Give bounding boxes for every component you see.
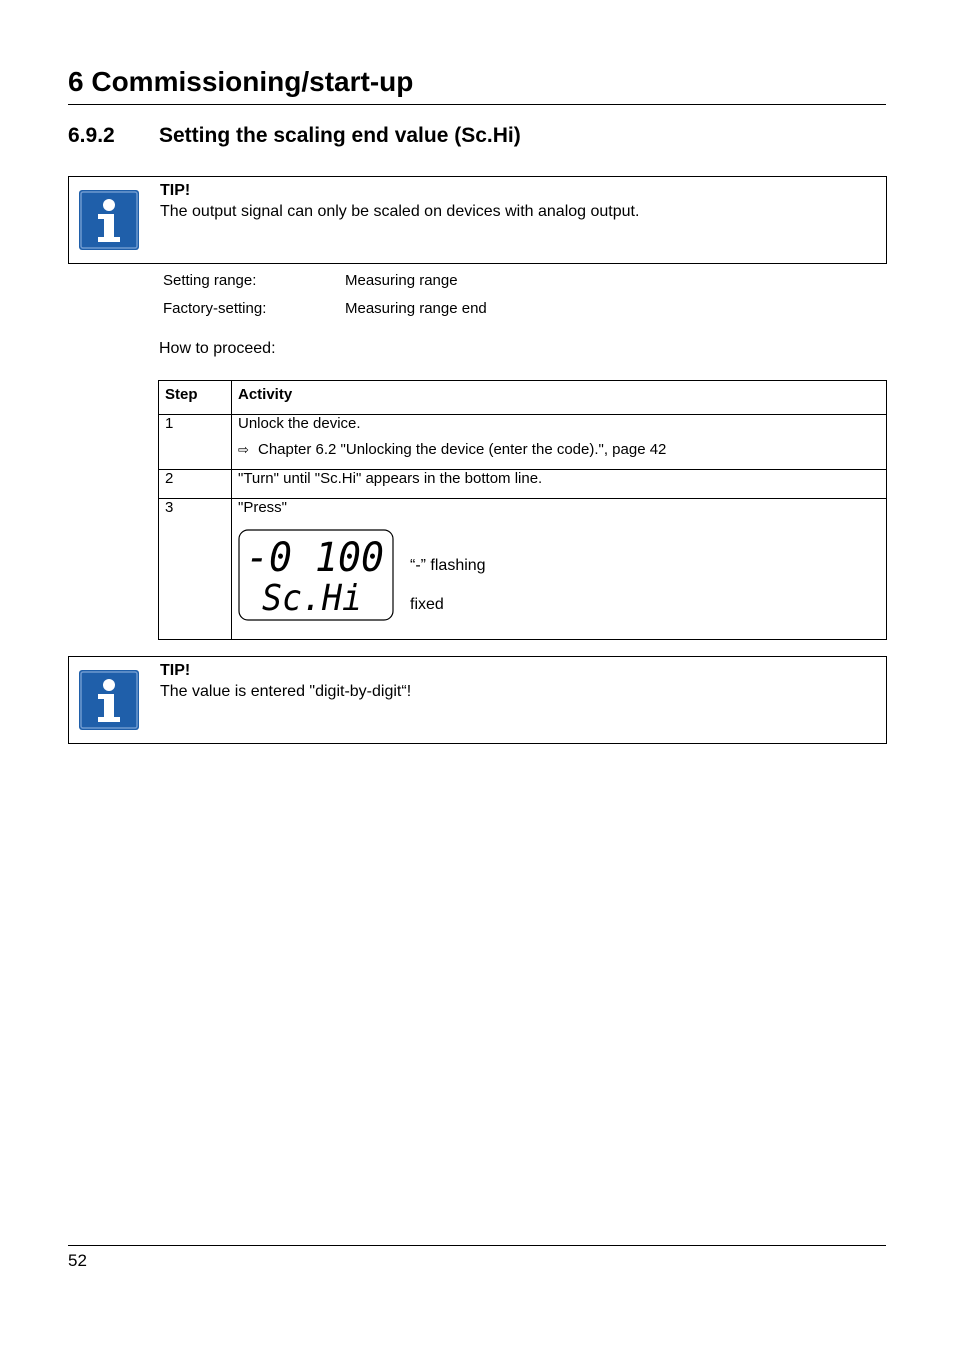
arrow-right-icon: ⇨ xyxy=(238,443,249,458)
chapter-rule xyxy=(68,104,886,105)
table-row xyxy=(159,415,887,470)
tip-label: TIP! xyxy=(160,182,191,199)
activity-text: "Press" xyxy=(238,499,287,516)
activity-cell xyxy=(232,470,887,499)
activity-text: "Turn" until "Sc.Hi" appears in the bottom line. xyxy=(238,470,543,487)
lcd-top-line: -0 100 xyxy=(246,535,384,581)
section-number: 6.9.2 xyxy=(68,124,115,147)
header-activity: Activity xyxy=(232,381,887,415)
info-icon xyxy=(79,190,139,250)
header-step: Step xyxy=(159,381,232,415)
activity-cell xyxy=(232,499,887,640)
note-fixed: fixed xyxy=(410,596,444,613)
cross-reference-text[interactable]: Chapter 6.2 "Unlocking the device (enter the code).", page 42 xyxy=(258,441,667,458)
setting-range-value: Measuring range xyxy=(345,272,458,289)
factory-setting-value: Measuring range end xyxy=(345,300,487,317)
tip-text: The output signal can only be scaled on devices with analog output. xyxy=(160,203,640,220)
tip-box-digit-entry xyxy=(68,656,887,744)
device-display-figure xyxy=(238,529,880,624)
footer-rule xyxy=(68,1245,886,1246)
step-number: 2 xyxy=(159,470,232,499)
setting-range-label: Setting range: xyxy=(163,272,257,289)
lcd-display xyxy=(238,529,394,621)
tip-text: The value is entered "digit-by-digit“! xyxy=(160,683,412,700)
note-flashing: “-” flashing xyxy=(410,557,486,574)
table-row xyxy=(159,470,887,499)
tip-label: TIP! xyxy=(160,662,191,679)
cross-reference[interactable] xyxy=(238,441,880,460)
how-to-proceed: How to proceed: xyxy=(159,340,276,357)
chapter-title: 6 Commissioning/start-up xyxy=(68,66,414,97)
table-header-row xyxy=(159,381,887,415)
section-title: Setting the scaling end value (Sc.Hi) xyxy=(159,124,521,147)
tip-box-analog-output xyxy=(68,176,887,264)
step-number: 3 xyxy=(159,499,232,640)
step-number: 1 xyxy=(159,415,232,470)
factory-setting-label: Factory-setting: xyxy=(163,300,267,317)
table-row xyxy=(159,499,887,640)
page-number: 52 xyxy=(68,1251,87,1270)
activity-text: Unlock the device. xyxy=(238,415,361,432)
info-icon xyxy=(79,670,139,730)
steps-table xyxy=(158,380,887,640)
lcd-bottom-line: Sc.Hi xyxy=(262,578,362,619)
activity-cell xyxy=(232,415,887,470)
